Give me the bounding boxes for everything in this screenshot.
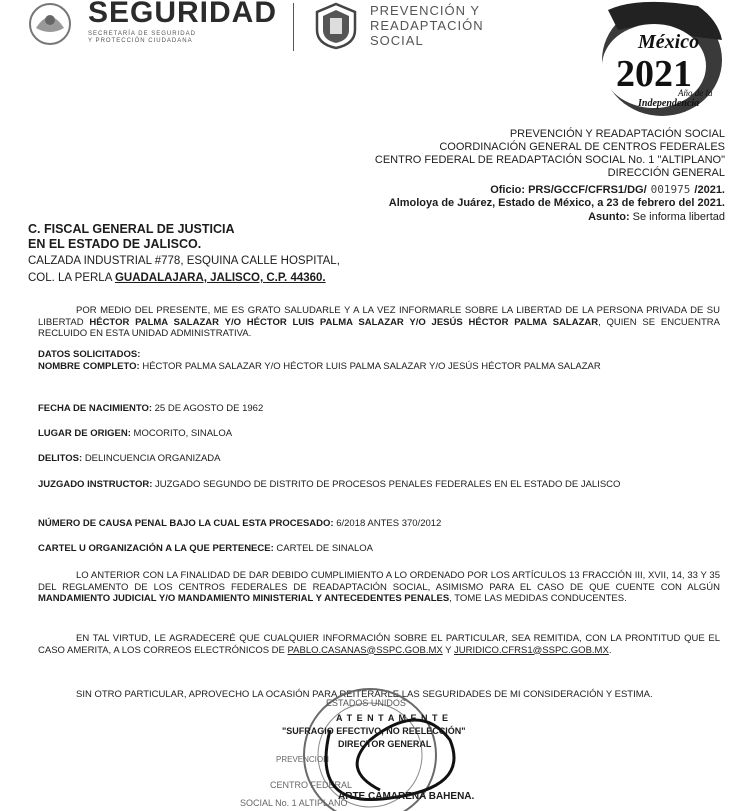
mexico-logo-tagline-2: Independencia: [638, 98, 700, 109]
nombre-label: NOMBRE COMPLETO:: [38, 361, 140, 372]
email-link-2[interactable]: JURIDICO.CFRS1@SSPC.GOB.MX: [454, 644, 609, 656]
stamp-line-3: CENTRO FEDERAL: [270, 780, 353, 790]
field-fecha: [38, 403, 720, 415]
mexico-logo-tagline-1: Año de la: [678, 88, 713, 98]
asunto-value: Se informa libertad: [632, 211, 725, 223]
prevencion-logo-icon: [313, 2, 359, 50]
recipient-city: GUADALAJARA, JALISCO, C.P. 44360.: [114, 272, 326, 284]
seguridad-title: SEGURIDAD: [88, 0, 278, 29]
recipient-line-4: [28, 272, 326, 284]
mandamiento-text: MANDAMIENTO JUDICIAL Y/O MANDAMIENTO MINISTERIAL Y ANTECEDENTES PENALES: [38, 593, 450, 604]
oficio-year: /2021.: [694, 184, 725, 196]
causa-label: NÚMERO DE CAUSA PENAL BAJO LA CUAL ESTA PROCESADO:: [38, 518, 334, 529]
field-cartel: [38, 543, 720, 555]
lugar-label: LUGAR DE ORIGEN:: [38, 428, 131, 439]
director-text: DIRECTOR GENERAL: [338, 739, 432, 749]
asunto-line: [588, 211, 725, 224]
lugar-value: MOCORITO, SINALOA: [133, 428, 233, 439]
causa-value: 6/2018 ANTES 370/2012: [336, 518, 442, 529]
recipient-line-3: CALZADA INDUSTRIAL #778, ESQUINA CALLE HOSPITAL,: [28, 255, 340, 267]
datos-heading: DATOS SOLICITADOS:: [38, 349, 141, 360]
contact-paragraph: EN TAL VIRTUD, LE AGRADECERÉ QUE CUALQUIER INFORMACIÓN SOBRE EL PARTICULAR, SEA REMITIDA, CON LA PRONTITUD QUE EL CASO AMERITA, A LOS CORREOS ELECTRÓNICOS DE PABLO.CASANAS@SSPC.GOB.MX Y JURIDICO.CFRS1@SSPC.GOB.MX.: [38, 633, 720, 656]
juzgado-label: JUZGADO INSTRUCTOR:: [38, 479, 153, 490]
nombre-value: HÉCTOR PALMA SALAZAR Y/O HÉCTOR LUIS PALMA SALAZAR Y/O JESÚS HÉCTOR PALMA SALAZAR: [142, 361, 601, 372]
recipient-colonia: COL. LA PERLA: [28, 272, 115, 284]
prevencion-text: PREVENCIÓN Y READAPTACIÓN SOCIAL: [370, 3, 484, 48]
intro-paragraph: POR MEDIO DEL PRESENTE, ME ES GRATO SALUDARLE Y A LA VEZ INFORMARLE SOBRE LA LIBERTAD DE LA PERSONA PRIVADA DE SU LIBERTAD HÉCTOR PALMA SALAZAR Y/O HÉCTOR LUIS PALMA SALAZAR Y/O JESÚS HÉCTOR PALMA SALAZAR, QUIEN SE ENCUENTRA RECLUIDO EN ESTA UNIDAD ADMINISTRATIVA.: [38, 305, 720, 339]
sufragio-text: "SUFRAGIO EFECTIVO, NO REELECCIÓN": [282, 726, 466, 736]
org-line-3: CENTRO FEDERAL DE READAPTACIÓN SOCIAL No. 1 "ALTIPLANO": [374, 154, 725, 166]
org-line-2: COORDINACIÓN GENERAL DE CENTROS FEDERALES: [439, 141, 725, 153]
juzgado-value: JUZGADO SEGUNDO DE DISTRITO DE PROCESOS PENALES FEDERALES EN EL ESTADO DE JALISCO: [155, 479, 621, 490]
field-lugar: [38, 428, 720, 440]
cartel-value: CARTEL DE SINALOA: [276, 543, 374, 554]
closing-paragraph: SIN OTRO PARTICULAR, APROVECHO LA OCASIÓN PARA REITERARLE LAS SEGURIDADES DE MI CONSIDERACIÓN Y ESTIMA.: [76, 689, 653, 700]
oficio-line: [490, 183, 725, 197]
recipient-line-1: C. FISCAL GENERAL DE JUSTICIA: [28, 222, 235, 236]
national-seal-icon: [26, 2, 74, 46]
fecha-label: FECHA DE NACIMIENTO:: [38, 403, 152, 414]
seguridad-subtitle: SECRETARÍA DE SEGURIDAD Y PROTECCIÓN CIUDADANA: [88, 31, 196, 44]
recipient-line-2: EN EL ESTADO DE JALISCO.: [28, 237, 202, 251]
org-line-4: DIRECCIÓN GENERAL: [607, 167, 725, 179]
mexico-2021-logo-icon: [578, 0, 724, 116]
org-line-1: PREVENCIÓN Y READAPTACIÓN SOCIAL: [509, 128, 725, 140]
oficio-number: 001975: [650, 183, 691, 196]
stamp-line-4: SOCIAL No. 1 ALTIPLANO: [240, 798, 348, 808]
oficio-label: Oficio: PRS/GCCF/CFRS1/DG/: [490, 184, 647, 196]
field-causa: [38, 518, 720, 530]
signer-name: ARTE CAMARENA BAHENA.: [338, 791, 475, 802]
fecha-value: 25 DE AGOSTO DE 1962: [154, 403, 264, 414]
field-nombre: [38, 361, 720, 373]
stamp-line-2: PREVENCION: [276, 755, 329, 764]
delitos-value: DELINCUENCIA ORGANIZADA: [84, 453, 221, 464]
legal-paragraph: LO ANTERIOR CON LA FINALIDAD DE DAR DEBIDO CUMPLIMIENTO A LO ORDENADO POR LOS ARTÍCULOS 13 FRACCIÓN III, XVII, 14, 33 Y 35 DEL REGLAMENTO DE LOS CENTROS FEDERALES DE READAPTACIÓN SOCIAL, ASIMISMO PARA EL CASO DE QUE CUENTE CON ALGÚN MANDAMIENTO JUDICIAL Y/O MANDAMIENTO MINISTERIAL Y ANTECEDENTES PENALES, TOME LAS MEDIDAS CONDUCENTES.: [38, 570, 720, 604]
stamp-line-1: ESTADOS UNIDOS: [326, 698, 406, 708]
delitos-label: DELITOS:: [38, 453, 83, 464]
atentamente-text: A T E N T A M E N T E: [336, 713, 449, 723]
mexico-logo-year: 2021: [616, 53, 692, 95]
intro-names: HÉCTOR PALMA SALAZAR Y/O HÉCTOR LUIS PALMA SALAZAR Y/O JESÚS HÉCTOR PALMA SALAZAR: [89, 316, 599, 328]
header-divider: [293, 3, 294, 51]
date-line: Almoloya de Juárez, Estado de México, a 23 de febrero del 2021.: [388, 197, 725, 209]
cartel-label: CARTEL U ORGANIZACIÓN A LA QUE PERTENECE:: [38, 543, 274, 554]
asunto-label: Asunto:: [588, 211, 630, 223]
mexico-logo-text: México: [638, 31, 700, 53]
email-link-1[interactable]: PABLO.CASANAS@SSPC.GOB.MX: [287, 644, 443, 656]
org-block: [375, 128, 725, 180]
field-delitos: [38, 453, 720, 465]
field-juzgado: [38, 479, 720, 491]
